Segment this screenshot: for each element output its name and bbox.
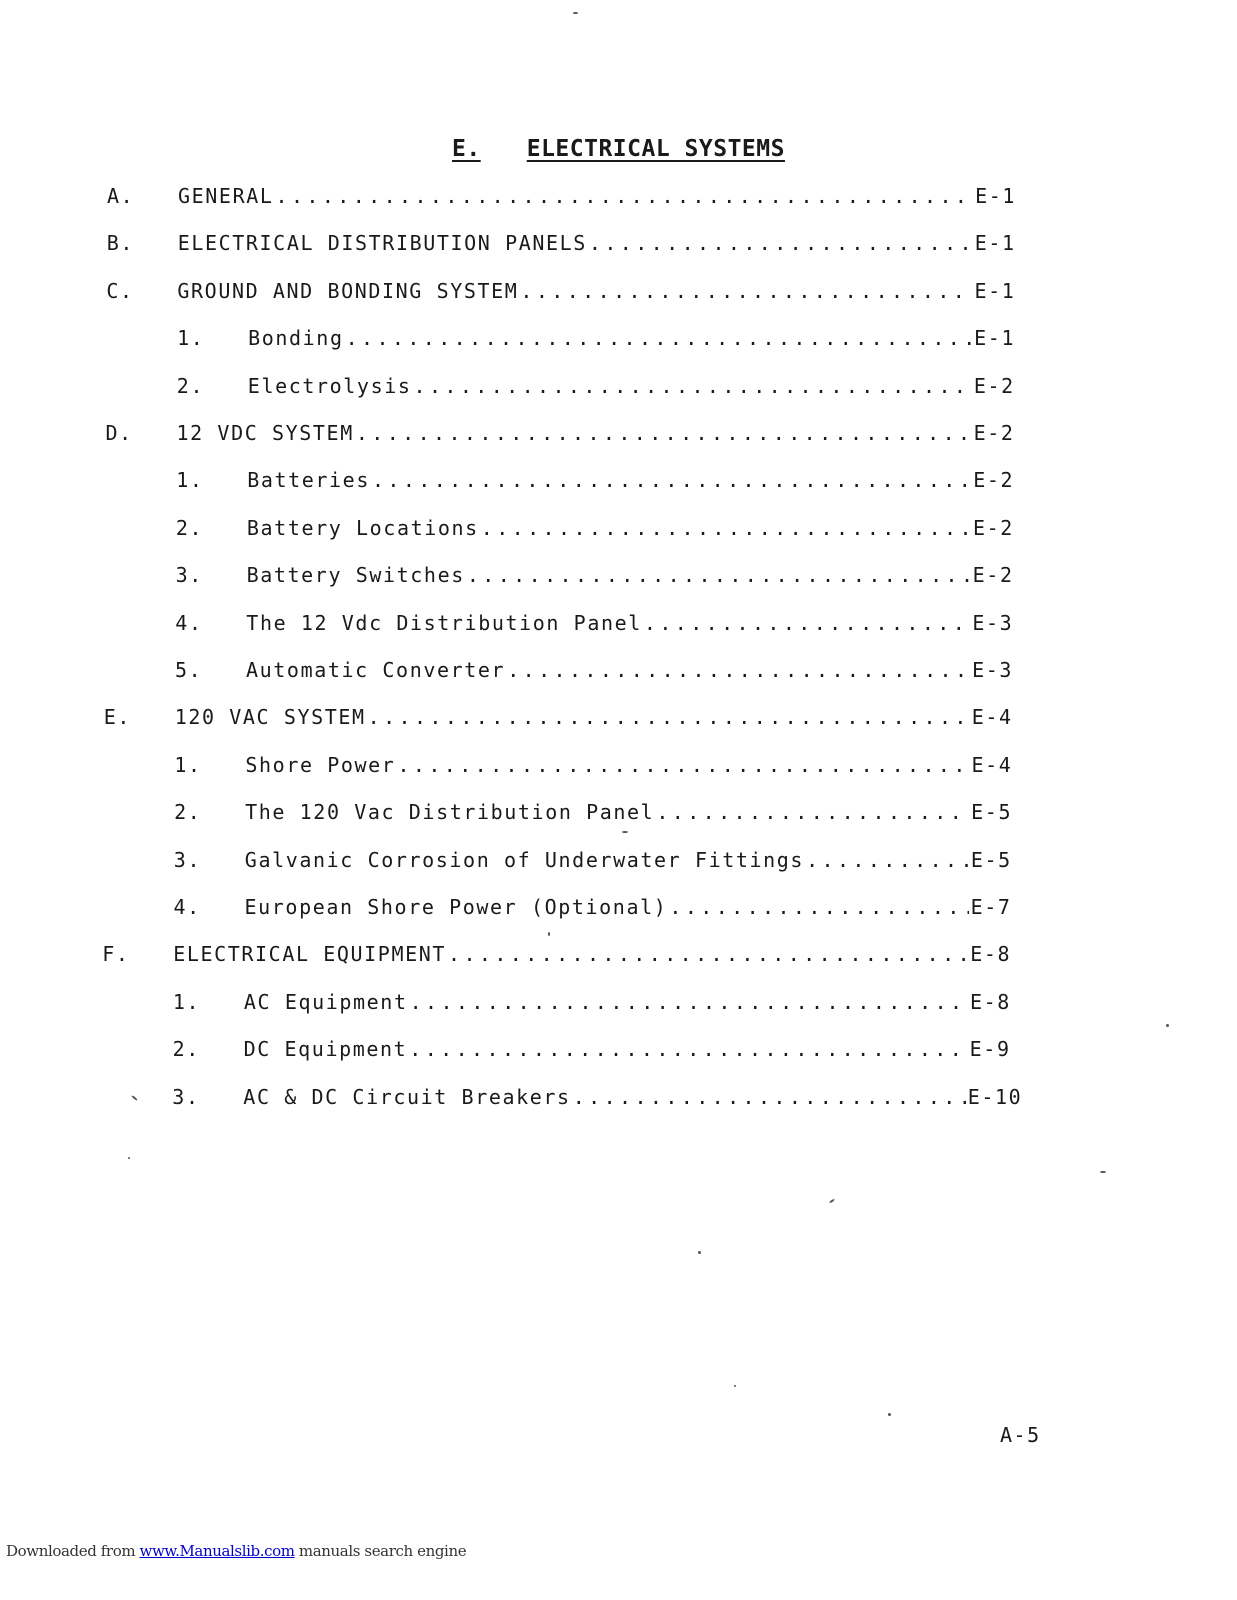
toc-entry-120vac-system[interactable] <box>0 705 1237 735</box>
dot-leader <box>481 516 971 540</box>
page-number: A-5 <box>1000 1423 1041 1447</box>
toc-marker: F. <box>102 942 130 967</box>
toc-marker: C. <box>106 278 134 303</box>
dot-leader <box>346 326 973 350</box>
toc-page-ref: E-2 <box>973 468 1015 493</box>
dot-leader <box>520 279 972 303</box>
toc-marker: 2. <box>175 515 204 540</box>
toc-page-ref: E-5 <box>970 847 1012 872</box>
toc-page-ref: E-8 <box>970 942 1012 967</box>
toc-marker: 5. <box>175 658 203 682</box>
scan-speck <box>1166 1024 1169 1027</box>
scan-speck <box>128 1157 130 1159</box>
toc-entry-electrolysis[interactable] <box>0 374 1237 404</box>
scan-speck <box>548 932 550 936</box>
toc-entry-battery-switches[interactable] <box>0 563 1237 593</box>
toc-page-ref: E-5 <box>971 800 1013 825</box>
toc-entry-dc-equipment[interactable] <box>0 1037 1237 1067</box>
scan-speck <box>698 1251 701 1254</box>
toc-label: GROUND AND BONDING SYSTEM <box>177 278 519 303</box>
dot-leader <box>414 374 972 398</box>
dot-leader <box>573 1085 966 1109</box>
toc-entry-batteries[interactable] <box>0 468 1237 498</box>
toc-marker: E. <box>103 705 131 730</box>
download-footer <box>6 1542 466 1560</box>
footer-prefix: Downloaded from <box>6 1542 136 1560</box>
toc-marker: 3. <box>175 563 203 588</box>
toc-label: Electrolysis <box>247 373 412 398</box>
scan-speck <box>734 1385 736 1387</box>
toc-marker: 4. <box>175 610 203 635</box>
toc-page-ref: E-2 <box>973 373 1015 398</box>
dot-leader <box>448 942 968 966</box>
toc-page-ref: E-2 <box>972 515 1014 540</box>
dot-leader <box>397 753 969 777</box>
section-title: ELECTRICAL SYSTEMS <box>526 136 785 162</box>
toc-marker: B. <box>106 231 134 256</box>
toc-label: ELECTRICAL DISTRIBUTION PANELS <box>177 231 587 256</box>
dot-leader <box>507 658 970 682</box>
toc-page-ref: E-4 <box>971 705 1013 730</box>
toc-page-ref: E-10 <box>967 1084 1023 1109</box>
toc-page-ref: E-1 <box>974 231 1016 256</box>
dot-leader <box>467 563 971 587</box>
toc-label: GENERAL <box>178 184 274 208</box>
toc-label: The 12 Vdc Distribution Panel <box>246 610 642 635</box>
dot-leader <box>669 895 968 919</box>
toc-label: Batteries <box>247 468 370 493</box>
toc-marker: 2. <box>176 373 205 398</box>
toc-label: Bonding <box>248 326 344 351</box>
toc-marker: 2. <box>174 800 202 825</box>
toc-entry-12vdc-distribution-panel[interactable] <box>0 611 1237 641</box>
dot-leader <box>276 184 974 208</box>
toc-marker: 4. <box>173 895 201 919</box>
toc-page-ref: E-8 <box>969 989 1011 1014</box>
toc-entry-european-shore-power[interactable] <box>0 895 1237 925</box>
toc-entry-general[interactable] <box>0 184 1237 214</box>
toc-entry-bonding[interactable] <box>0 326 1237 356</box>
toc-label: AC Equipment <box>243 989 408 1014</box>
dot-leader <box>409 1037 967 1061</box>
toc-marker: A. <box>107 184 135 208</box>
section-letter: E. <box>452 136 481 162</box>
toc-page-ref: E-2 <box>972 563 1014 588</box>
dot-leader <box>656 800 969 824</box>
scan-speck <box>573 12 578 14</box>
toc-marker: 1. <box>176 468 204 493</box>
toc-label: DC Equipment <box>243 1037 408 1062</box>
toc-marker: 3. <box>173 847 202 872</box>
footer-suffix: manuals search engine <box>298 1542 467 1560</box>
toc-page-ref: E-1 <box>975 184 1016 208</box>
manualslib-link[interactable]: www.Manualslib.com <box>139 1542 295 1560</box>
toc-entry-12vdc-system[interactable] <box>0 421 1237 451</box>
toc-entry-automatic-converter[interactable] <box>0 658 1237 688</box>
dot-leader <box>644 611 970 635</box>
dot-leader <box>356 421 972 445</box>
toc-entry-electrical-equipment[interactable] <box>0 942 1237 972</box>
toc-page-ref: E-1 <box>974 278 1016 303</box>
toc-entry-120vac-distribution-panel[interactable] <box>0 800 1237 830</box>
toc-entry-distribution-panels[interactable] <box>0 231 1237 261</box>
scan-speck <box>622 831 628 833</box>
toc-page-ref: E-2 <box>973 421 1015 445</box>
toc-marker: 1. <box>172 989 201 1014</box>
toc-entry-circuit-breakers[interactable] <box>0 1085 1237 1115</box>
toc-page-ref: E-7 <box>970 895 1012 919</box>
toc-entry-ground-bonding[interactable] <box>0 279 1237 309</box>
toc-page-ref: E-3 <box>972 610 1014 635</box>
dot-leader <box>372 468 971 492</box>
toc-page-ref: E-4 <box>971 752 1013 777</box>
toc-entry-shore-power[interactable] <box>0 753 1237 783</box>
toc-label: European Shore Power (Optional) <box>244 895 668 919</box>
toc-label: Battery Locations <box>246 515 479 540</box>
toc-label: Shore Power <box>245 752 396 777</box>
toc-page-ref: E-9 <box>969 1037 1011 1062</box>
toc-marker: D. <box>105 421 133 445</box>
toc-page-ref: E-1 <box>974 326 1016 351</box>
dot-leader <box>589 231 973 255</box>
toc-label: ELECTRICAL EQUIPMENT <box>173 942 447 967</box>
toc-marker: 2. <box>172 1037 200 1062</box>
toc-label: AC & DC Circuit Breakers <box>243 1084 571 1109</box>
toc-label: 12 VDC SYSTEM <box>176 421 354 445</box>
toc-marker: 1. <box>174 752 202 777</box>
toc-label: Battery Switches <box>246 563 465 588</box>
toc-label: Galvanic Corrosion of Underwater Fittings <box>244 847 805 872</box>
toc-page-ref: E-3 <box>972 658 1013 682</box>
toc-label: 120 VAC SYSTEM <box>174 705 366 730</box>
dot-leader <box>806 848 969 872</box>
scan-speck <box>1100 1171 1106 1173</box>
toc-entry-galvanic-corrosion[interactable] <box>0 848 1237 878</box>
toc-label: Automatic Converter <box>246 658 506 682</box>
dot-leader <box>410 990 968 1014</box>
toc-entry-ac-equipment[interactable] <box>0 990 1237 1020</box>
toc-marker: 3. <box>172 1084 200 1109</box>
toc-label: The 120 Vac Distribution Panel <box>245 800 655 825</box>
dot-leader <box>368 705 970 729</box>
toc-entry-battery-locations[interactable] <box>0 516 1237 546</box>
toc-marker: 1. <box>177 326 205 351</box>
scan-speck <box>888 1413 891 1416</box>
